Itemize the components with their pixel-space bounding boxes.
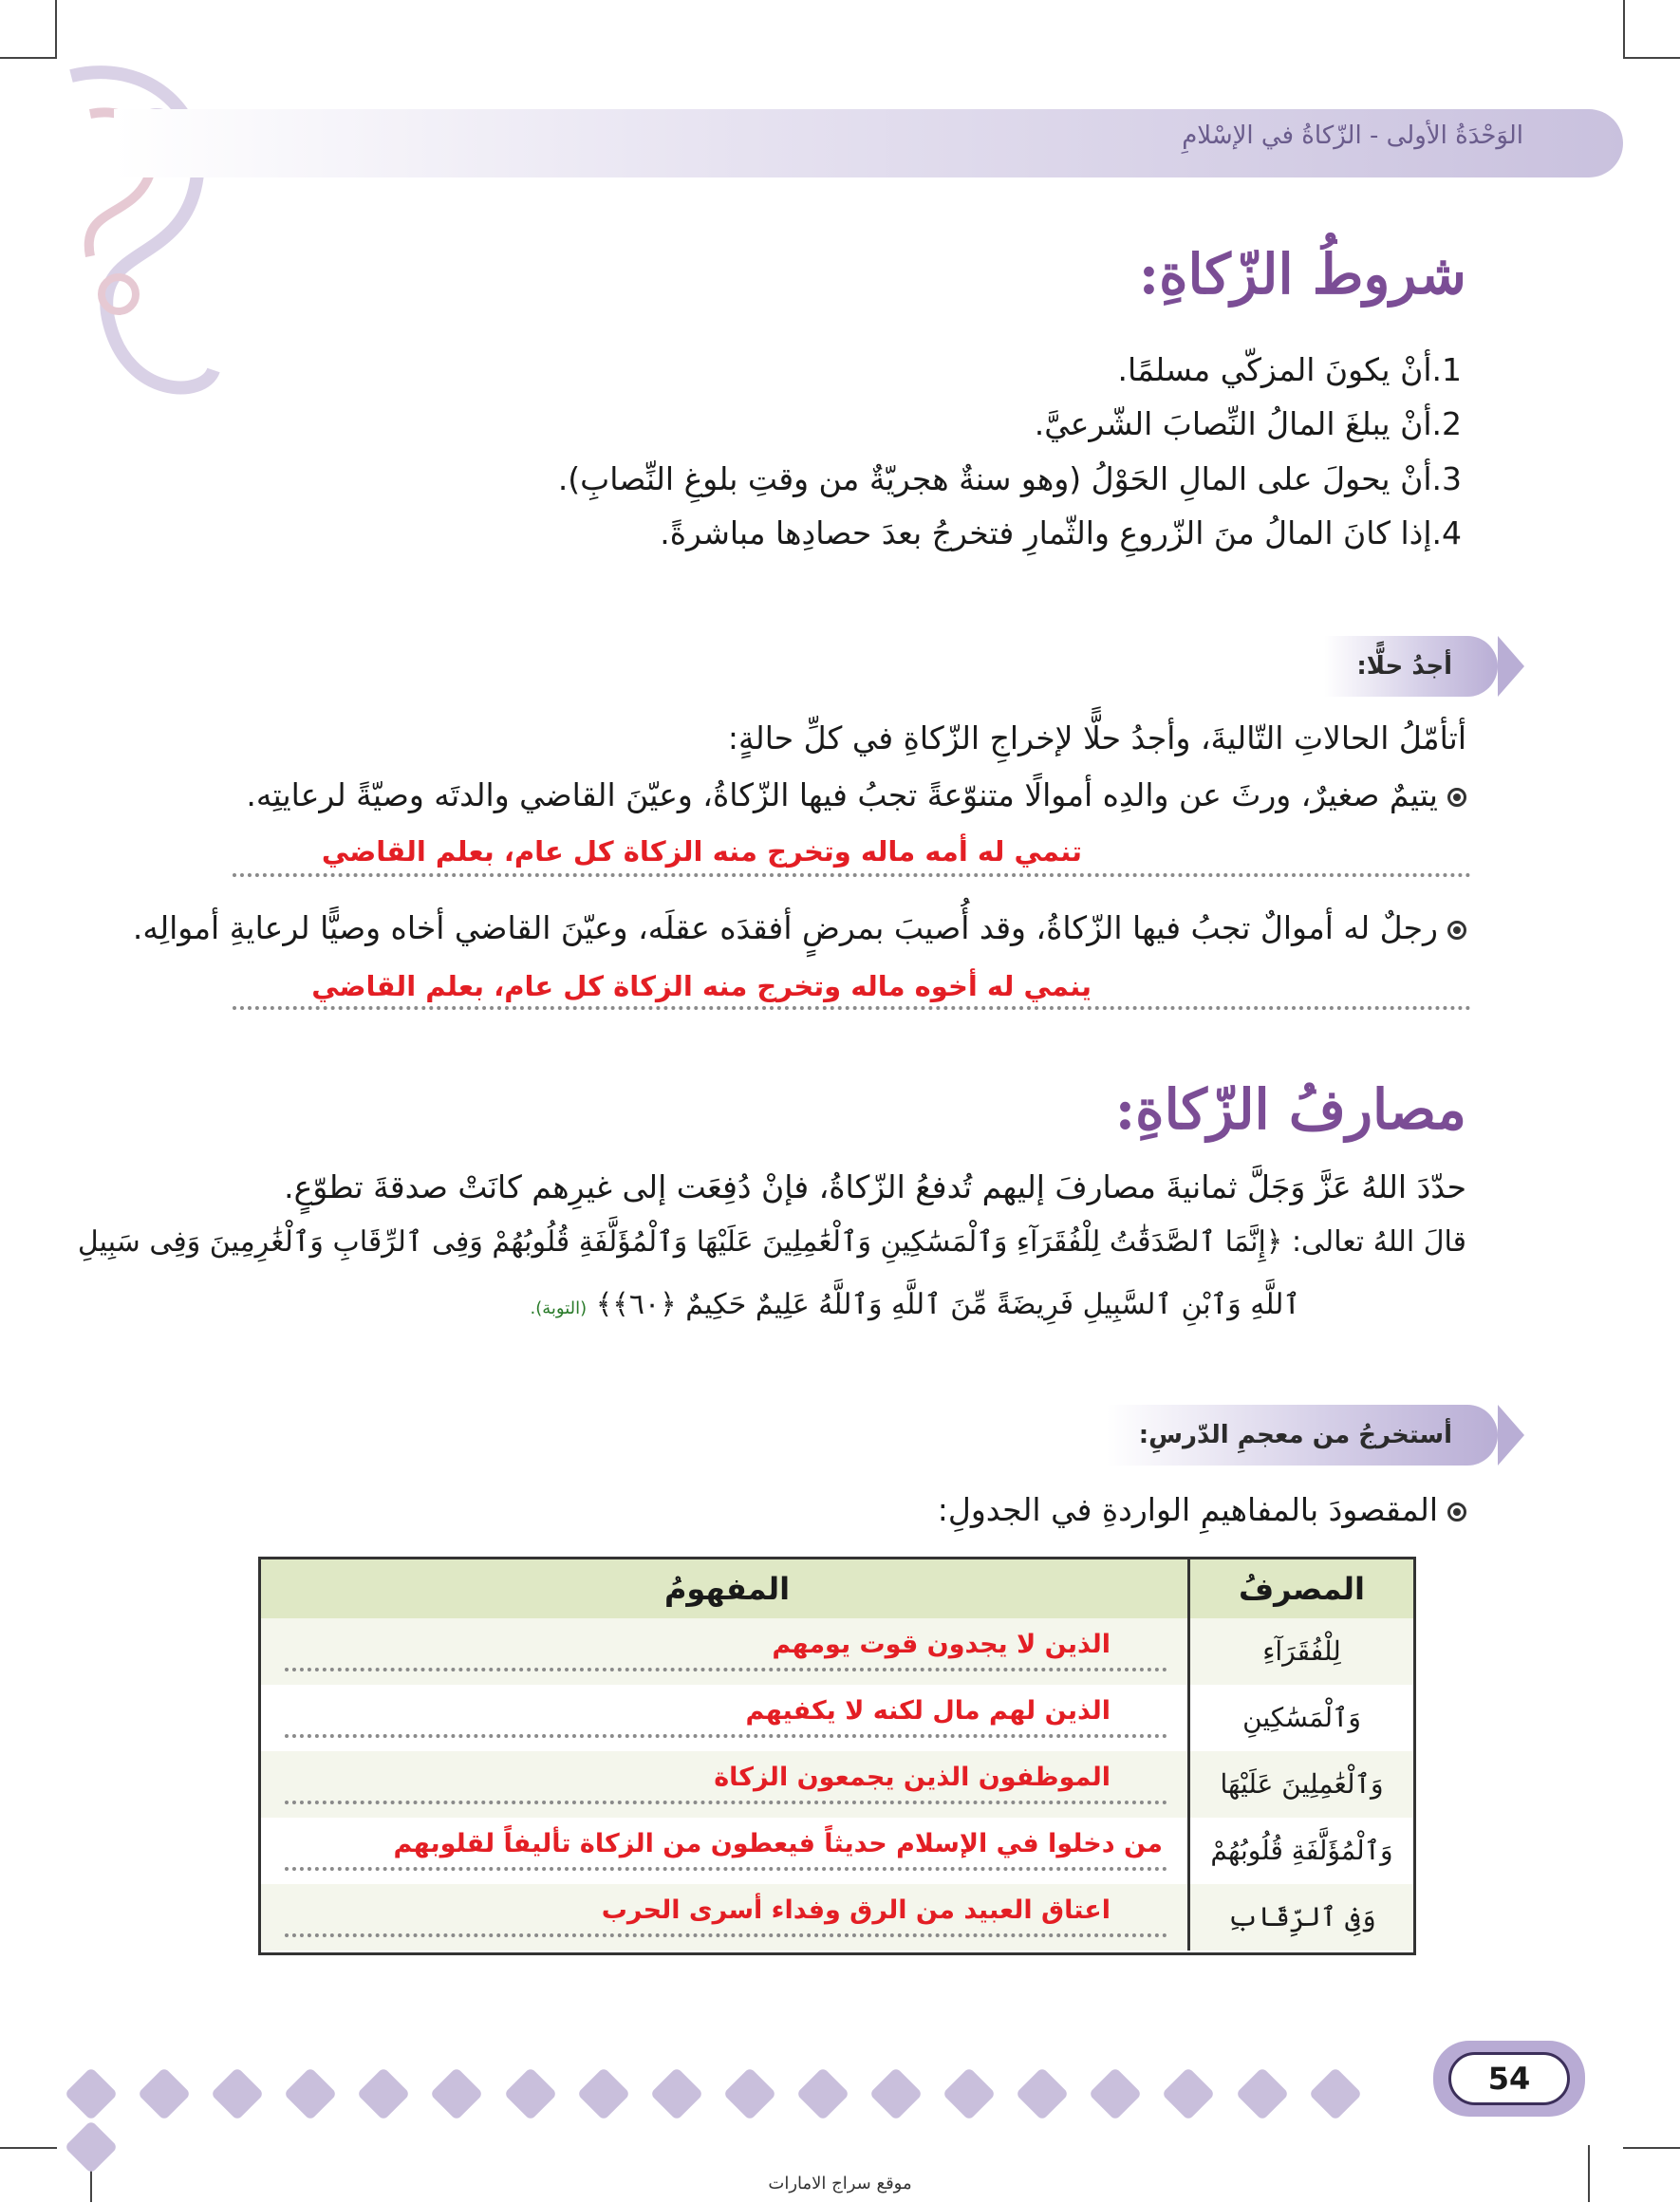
crop-mark	[55, 0, 57, 57]
crop-mark	[1623, 57, 1680, 59]
diamond-ornament-icon	[943, 2067, 997, 2121]
page-number-badge	[1433, 2041, 1585, 2117]
diamond-ornament-icon	[211, 2067, 265, 2121]
case-text	[133, 906, 1466, 950]
table-row	[261, 1685, 1413, 1754]
case-answer-1: تنمي له أمه ماله وتخرج منه الزكاة كل عام، بعلم القاضي	[321, 835, 1082, 868]
table-row	[261, 1751, 1413, 1820]
answer-text: الذين لهم مال لكنه لا يكفيهم	[745, 1696, 1111, 1726]
conditions-title: شروطُ الزّكاةِ:	[1138, 242, 1466, 307]
quran-prefix: قالَ اللهُ تعالى:	[1291, 1225, 1466, 1259]
diamond-ornament-icon	[138, 2067, 192, 2121]
crop-mark	[0, 57, 57, 59]
term-cell: لِلْفُقَرَآءِ	[1187, 1618, 1413, 1685]
condition-item: 2.أنْ يبلغَ المالُ النِّصابَ الشّرعيَّ.	[1034, 405, 1462, 442]
diamond-ornament-icon	[357, 2067, 411, 2121]
recipients-intro: حدّدَ اللهُ عَزَّ وَجَلَّ ثمانيةَ مصارفَ إليهم تُدفعُ الزّكاةُ، فإنْ دُفِعَت إلى غيرِهم كانَتْ صدقةَ تطوّعٍ.	[284, 1168, 1466, 1205]
quran-ayah-1: ﴿إِنَّمَا ٱلصَّدَقَٰتُ لِلْفُقَرَآءِ وَٱلْمَسَٰكِينِ وَٱلْعَٰمِلِينَ عَلَيْهَا وَٱلْمُؤَلَّفَةِ قُلُوبُهُمْ وَفِى ٱلرِّقَابِ وَٱلْغَٰرِمِينَ وَفِى سَبِيلِ	[77, 1225, 1283, 1259]
concepts-table	[258, 1557, 1416, 1955]
page-number: 54	[1448, 2052, 1570, 2105]
case-text-1: يتيمٌ صغيرٌ، ورثَ عن والدِه أموالًا متنوّعةً تجبُ فيها الزّكاةُ، وعيّنَ القاضي والدتَه وصيّةً لرعايتِه.	[246, 776, 1438, 813]
diamond-ornament-icon	[1089, 2067, 1143, 2121]
unit-title: الوَحْدَةُ الأولى - الزّكاةُ في الإسْلامِ	[1182, 121, 1523, 150]
recipients-title: مصارفُ الزّكاةِ:	[1114, 1077, 1466, 1142]
crop-mark	[1623, 2147, 1680, 2149]
diamond-ornament-icon	[1162, 2067, 1216, 2121]
condition-item: 4.إذا كانَ المالُ منَ الزّروعِ والثّمارِ فتخرجُ بعدَ حصادِها مباشرةً.	[660, 514, 1462, 551]
answer-text: الذين لا يجدون قوت يومهم	[772, 1630, 1111, 1659]
diamond-ornament-icon	[1308, 2067, 1362, 2121]
extract-badge	[1107, 1405, 1498, 1466]
diamond-ornament-icon	[723, 2067, 777, 2121]
quran-verse-line2	[531, 1283, 1300, 1331]
crop-mark	[1623, 0, 1625, 57]
header-concept: المفهومُ	[663, 1571, 791, 1607]
diamond-ornament-icon	[430, 2067, 484, 2121]
table-row	[261, 1618, 1413, 1688]
diamond-ornament-icon	[649, 2067, 703, 2121]
table-row	[261, 1818, 1413, 1887]
term-cell: وَٱلْمُؤَلَّفَةِ قُلُوبُهُمْ	[1187, 1818, 1413, 1884]
bullet-icon	[1447, 788, 1466, 807]
case-answer-2: ينمي له أخوه ماله وتخرج منه الزكاة كل عام، بعلم القاضي	[311, 970, 1092, 1002]
case-text-2: رجلٌ له أموالٌ تجبُ فيها الزّكاةُ، وقد أُصيبَ بمرضٍ أفقدَه عقلَه، وعيّنَ القاضي أخاه وصيًّا لرعايةِ أموالِه.	[132, 909, 1438, 946]
condition-item: 1.أنْ يكونَ المزكّي مسلمًا.	[1117, 351, 1462, 388]
table-row	[261, 1884, 1413, 1951]
quran-source: (التوبة).	[530, 1298, 588, 1318]
answer-text: من دخلوا في الإسلام حديثاً فيعطون من الزكاة تأليفاً لقلوبهم	[393, 1829, 1163, 1858]
find-solution-intro: أتأمّلُ الحالاتِ التّاليةَ، وأجدُ حلًّا لإخراجِ الزّكاةِ في كلِّ حالةٍ:	[727, 719, 1466, 756]
diamond-ornament-icon	[65, 2120, 119, 2175]
quran-verse-line1	[78, 1221, 1466, 1264]
answer-cell	[285, 1895, 1167, 1937]
diamond-ornament-icon	[1235, 2067, 1289, 2121]
answer-cell	[285, 1829, 1167, 1871]
term-cell: وَٱلْمَسَٰكِينِ	[1187, 1685, 1413, 1751]
diamond-ornament-icon	[503, 2067, 557, 2121]
diamond-ornament-icon	[576, 2067, 630, 2121]
answer-cell	[285, 1763, 1167, 1804]
diamond-ornament-icon	[284, 2067, 338, 2121]
bullet-icon	[1447, 921, 1466, 940]
condition-item: 3.أنْ يحولَ على المالِ الحَوْلُ (وهو سنةٌ هجريّةٌ من وقتِ بلوغِ النِّصابِ).	[557, 460, 1462, 497]
quran-ayah-2: ٱللَّهِ وَٱبْنِ ٱلسَّبِيلِ فَرِيضَةً مِّنَ ٱللَّهِ وَٱللَّهُ عَلِيمٌ حَكِيمٌ ﴿٦٠﴾﴾	[595, 1288, 1300, 1321]
badge-arrow-icon	[1498, 636, 1524, 697]
term-cell: وَٱلْعَٰمِلِينَ عَلَيْهَا	[1187, 1751, 1413, 1818]
answer-text: الموظفون الذين يجمعون الزكاة	[714, 1763, 1111, 1792]
term-cell: وَفِى ٱلرِّقَابِ	[1187, 1884, 1413, 1951]
diamond-ornament-icon	[1016, 2067, 1070, 2121]
badge-label: أستخرجُ من معجمِ الدّرسِ:	[1138, 1421, 1452, 1449]
case-text	[246, 774, 1466, 817]
footer-credit: موقع سراج الامارات	[768, 2174, 912, 2194]
table-header	[261, 1559, 1413, 1621]
answer-cell	[285, 1630, 1167, 1671]
answer-cell	[285, 1696, 1167, 1738]
find-solution-badge	[1324, 636, 1498, 697]
header-term: المصرفُ	[1187, 1559, 1413, 1618]
diamond-ornament-icon	[796, 2067, 850, 2121]
diamond-ornament-icon	[65, 2067, 119, 2121]
crop-mark	[0, 2147, 57, 2149]
decorative-border	[57, 2069, 1424, 2120]
answer-text: اعتاق العبيد من الرق وفداء أسرى الحرب	[601, 1895, 1111, 1925]
extract-intro-text: المقصودَ بالمفاهيمِ الواردةِ في الجدولِ:	[937, 1491, 1438, 1528]
badge-label: أجدُ حلًّا:	[1356, 652, 1452, 681]
badge-arrow-icon	[1498, 1405, 1524, 1466]
extract-intro	[938, 1488, 1466, 1532]
diamond-ornament-icon	[869, 2067, 924, 2121]
bullet-icon	[1447, 1503, 1466, 1522]
